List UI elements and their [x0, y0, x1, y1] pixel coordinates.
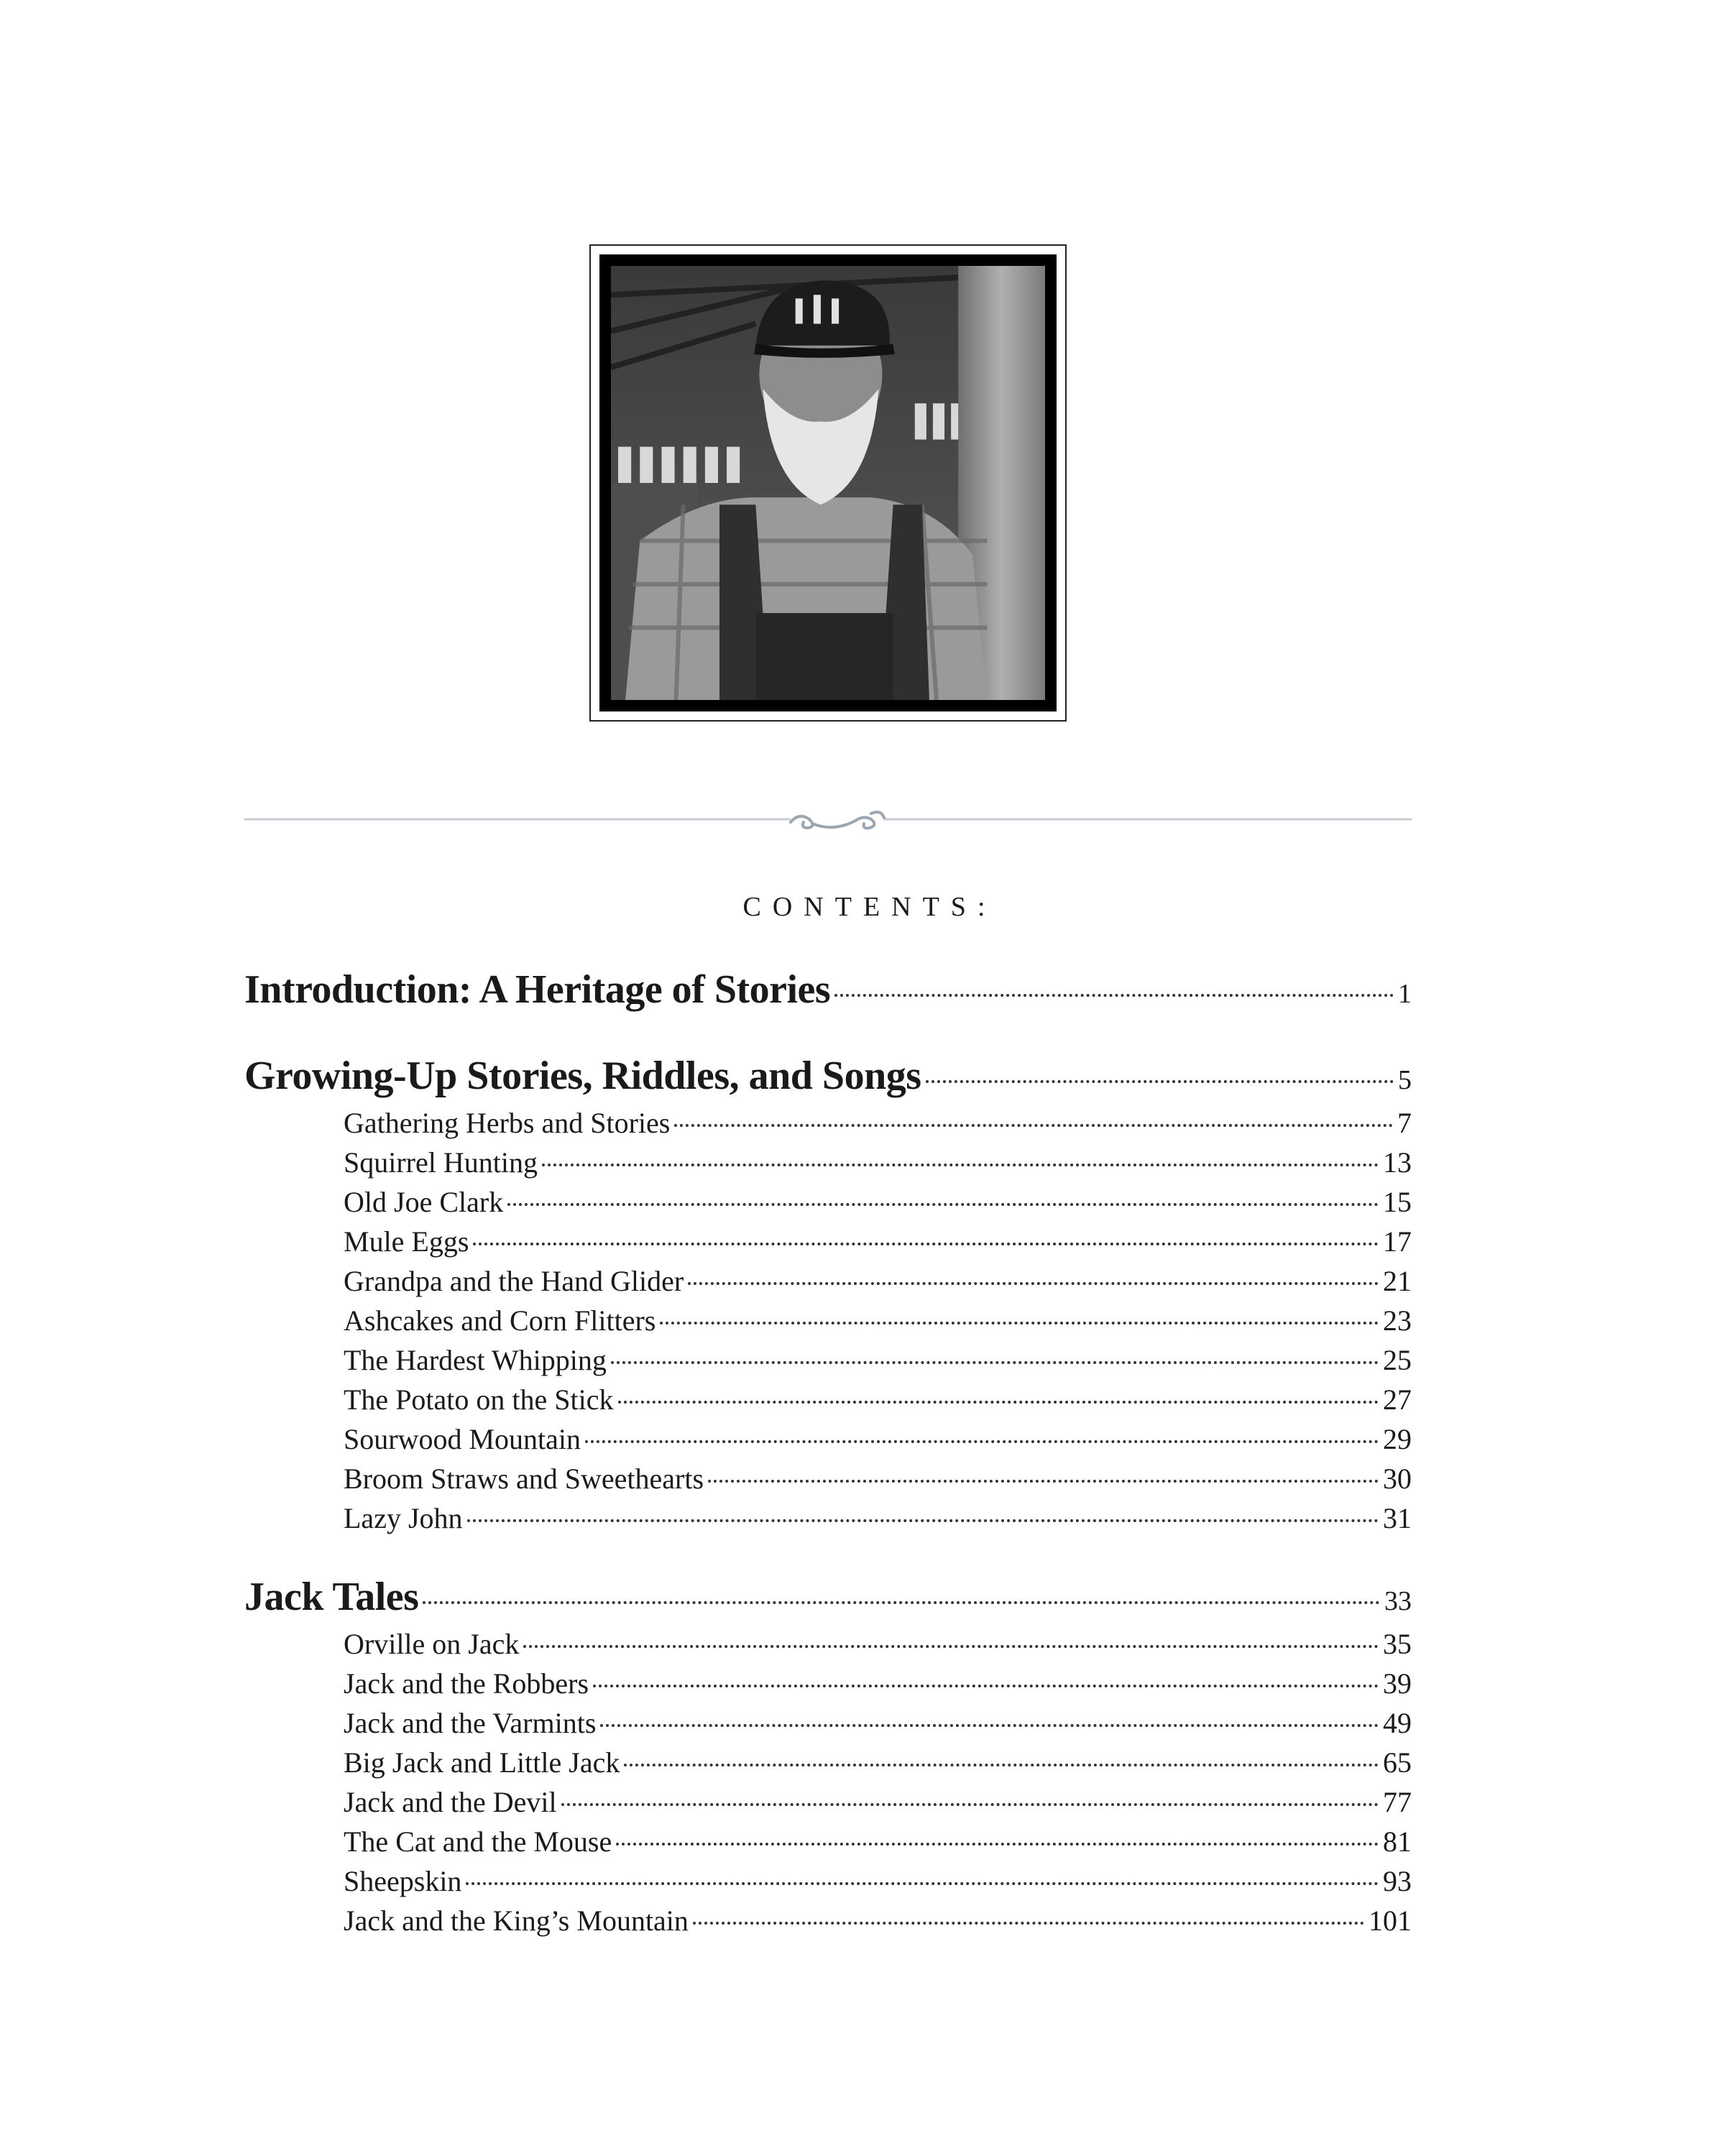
dot-leader: [542, 1164, 1379, 1166]
toc-entry[interactable]: [244, 1185, 1412, 1225]
toc-page-number: 29: [1383, 1423, 1412, 1455]
toc-entry-title: The Potato on the Stick: [344, 1383, 614, 1416]
dot-leader: [593, 1685, 1379, 1687]
toc-page-number: 101: [1368, 1904, 1412, 1937]
toc-entry[interactable]: [244, 1462, 1412, 1501]
toc-entry[interactable]: [244, 1304, 1412, 1343]
toc-page-number: 49: [1383, 1707, 1412, 1739]
dot-leader: [600, 1724, 1379, 1727]
dot-leader: [473, 1243, 1379, 1245]
dot-leader: [561, 1803, 1379, 1806]
scroll-flourish-icon: [791, 812, 884, 828]
toc-entry-title: Lazy John: [344, 1502, 463, 1534]
toc-page-number: 35: [1383, 1628, 1412, 1660]
toc-page-number: 33: [1384, 1586, 1412, 1616]
dot-leader: [507, 1203, 1379, 1206]
toc-page-number: 1: [1398, 979, 1412, 1009]
toc-page-number: 15: [1383, 1186, 1412, 1218]
toc-entry[interactable]: [244, 1746, 1412, 1785]
table-of-contents: [244, 967, 1412, 1943]
toc-entry[interactable]: [244, 1106, 1412, 1146]
dot-leader: [834, 994, 1394, 997]
dot-leader: [423, 1601, 1380, 1604]
dot-leader: [523, 1645, 1379, 1648]
toc-page-number: 7: [1397, 1107, 1412, 1139]
toc-entry[interactable]: [244, 1785, 1412, 1825]
toc-section-heading[interactable]: [244, 1053, 1412, 1106]
dot-leader: [611, 1361, 1379, 1364]
dot-leader: [616, 1843, 1379, 1846]
toc-section-heading[interactable]: [244, 967, 1412, 1020]
toc-section: [244, 1053, 1412, 1541]
ornamental-divider: [244, 805, 1412, 834]
toc-entry[interactable]: [244, 1864, 1412, 1904]
toc-page-number: 27: [1383, 1383, 1412, 1416]
toc-entry[interactable]: [244, 1343, 1412, 1383]
toc-page-number: 39: [1383, 1667, 1412, 1700]
toc-page-number: 13: [1383, 1146, 1412, 1179]
toc-entry-title: Squirrel Hunting: [344, 1146, 538, 1179]
dot-leader: [585, 1440, 1379, 1443]
toc-section-title: Growing-Up Stories, Riddles, and Songs: [244, 1054, 921, 1098]
toc-entry-title: The Cat and the Mouse: [344, 1825, 612, 1858]
toc-entry[interactable]: [244, 1422, 1412, 1462]
toc-entry-title: Ashcakes and Corn Flitters: [344, 1304, 656, 1337]
toc-page-number: 31: [1383, 1502, 1412, 1534]
toc-entry[interactable]: [244, 1904, 1412, 1943]
toc-entry-title: Gathering Herbs and Stories: [344, 1107, 671, 1139]
toc-page-number: 21: [1383, 1265, 1412, 1297]
portrait-frame: [589, 244, 1067, 722]
toc-entry-title: Jack and the Varmints: [344, 1707, 597, 1739]
toc-section: [244, 1574, 1412, 1943]
toc-page-number: 5: [1398, 1065, 1412, 1095]
toc-entry[interactable]: [244, 1627, 1412, 1667]
dot-leader: [466, 1882, 1379, 1885]
toc-entry[interactable]: [244, 1146, 1412, 1185]
toc-entry-title: Jack and the Devil: [344, 1786, 557, 1818]
toc-page-number: 77: [1383, 1786, 1412, 1818]
toc-entry[interactable]: [244, 1706, 1412, 1746]
toc-entry[interactable]: [244, 1383, 1412, 1422]
dot-leader: [926, 1080, 1394, 1083]
toc-entry-title: Old Joe Clark: [344, 1186, 504, 1218]
toc-entry-title: Broom Straws and Sweethearts: [344, 1462, 704, 1495]
dot-leader: [708, 1480, 1379, 1483]
dot-leader: [467, 1519, 1379, 1522]
toc-entry-title: Orville on Jack: [344, 1628, 520, 1660]
toc-page-number: 81: [1383, 1825, 1412, 1858]
toc-page-number: 25: [1383, 1344, 1412, 1376]
toc-section-title: Jack Tales: [244, 1575, 419, 1619]
toc-section: [244, 967, 1412, 1020]
dot-leader: [674, 1124, 1393, 1127]
toc-entry-title: Jack and the King’s Mountain: [344, 1904, 689, 1937]
dot-leader: [693, 1922, 1364, 1925]
toc-entry-title: Grandpa and the Hand Glider: [344, 1265, 684, 1297]
portrait-photo: [611, 266, 1045, 700]
toc-entry-title: Sheepskin: [344, 1865, 462, 1897]
toc-page-number: 65: [1383, 1746, 1412, 1779]
toc-entry[interactable]: [244, 1225, 1412, 1264]
toc-entry[interactable]: [244, 1501, 1412, 1541]
toc-page-number: 17: [1383, 1225, 1412, 1258]
dot-leader: [624, 1764, 1379, 1766]
toc-page-number: 23: [1383, 1304, 1412, 1337]
portrait-border: [599, 254, 1057, 711]
toc-entry[interactable]: [244, 1264, 1412, 1304]
toc-page-number: 93: [1383, 1865, 1412, 1897]
toc-entry-title: The Hardest Whipping: [344, 1344, 607, 1376]
toc-section-heading[interactable]: [244, 1574, 1412, 1627]
dot-leader: [660, 1322, 1379, 1325]
dot-leader: [688, 1282, 1379, 1285]
toc-entry-title: Mule Eggs: [344, 1225, 469, 1258]
toc-section-title: Introduction: A Heritage of Stories: [244, 967, 831, 1012]
portrait-image: [611, 266, 1045, 700]
dot-leader: [618, 1401, 1379, 1404]
toc-entry-title: Jack and the Robbers: [344, 1667, 589, 1700]
toc-entry[interactable]: [244, 1667, 1412, 1706]
toc-entry[interactable]: [244, 1825, 1412, 1864]
toc-entry-title: Big Jack and Little Jack: [344, 1746, 620, 1779]
contents-heading: CONTENTS:: [742, 892, 997, 922]
toc-page-number: 30: [1383, 1462, 1412, 1495]
toc-entry-title: Sourwood Mountain: [344, 1423, 581, 1455]
